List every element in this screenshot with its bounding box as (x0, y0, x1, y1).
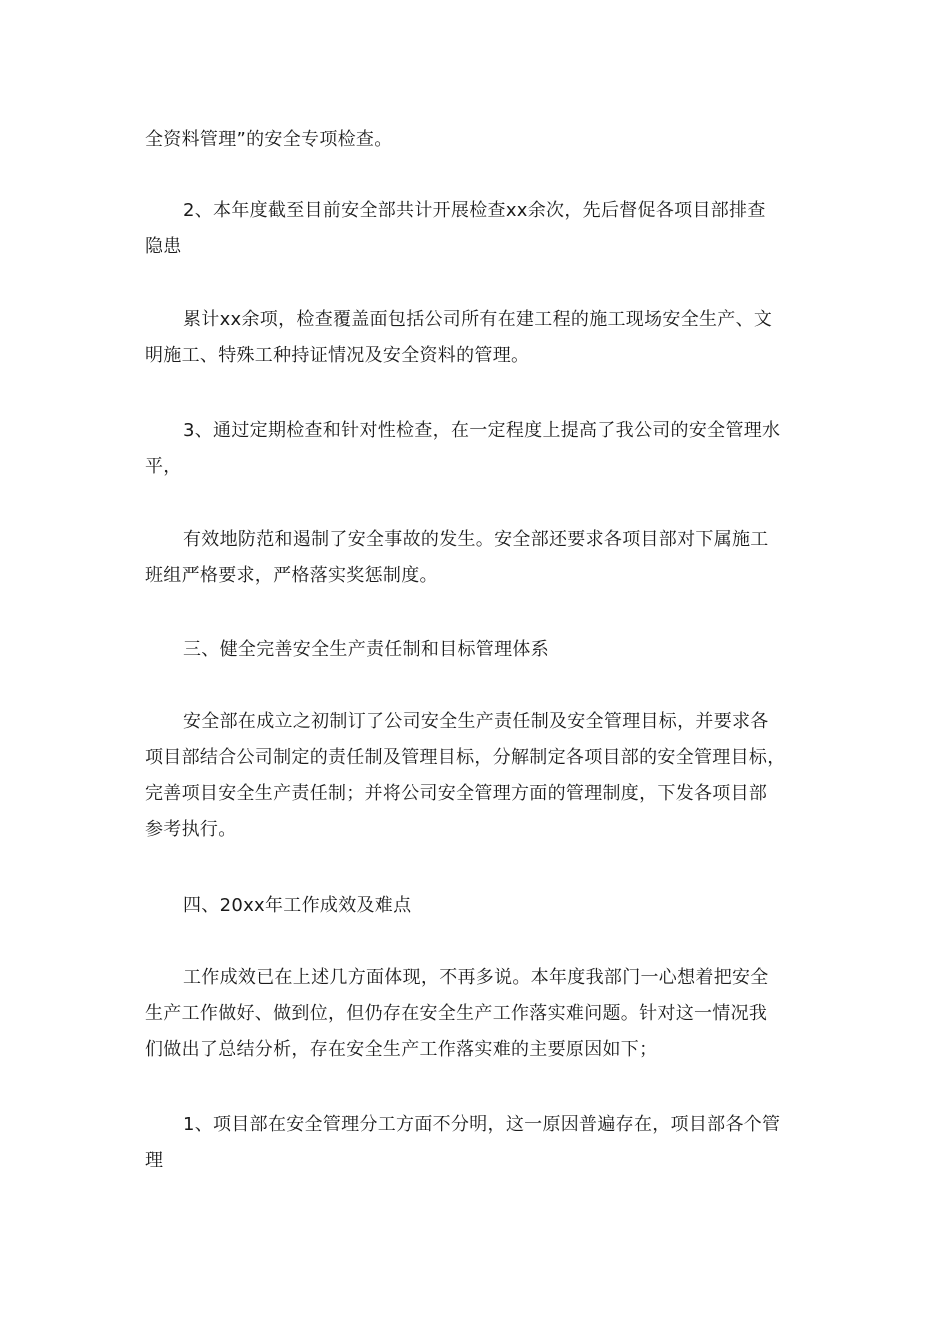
text-line: 参考执行。 (145, 819, 237, 840)
text-line: 们做出了总结分析，存在安全生产工作落实难的主要原因如下； (145, 1039, 658, 1060)
paragraph-5 (145, 522, 825, 594)
text-line: 工作成效已在上述几方面体现，不再多说。本年度我部门一心想着把安全 (183, 967, 769, 988)
paragraph-6 (145, 704, 825, 848)
paragraph-3 (145, 302, 825, 374)
text-line: 隐患 (145, 236, 182, 257)
text-line: 累计xx余项，检查覆盖面包括公司所有在建工程的施工现场安全生产、文 (183, 309, 773, 330)
text-line: 班组严格要求，严格落实奖惩制度。 (145, 565, 438, 586)
paragraph-8 (145, 1107, 825, 1179)
paragraph-1 (145, 122, 825, 158)
paragraph-4 (145, 413, 825, 485)
text-line: 明施工、特殊工种持证情况及安全资料的管理。 (145, 345, 530, 366)
text-line: 项目部结合公司制定的责任制及管理目标，分解制定各项目部的安全管理目标， (145, 747, 786, 768)
heading-text: 三、健全完善安全生产责任制和目标管理体系 (183, 639, 549, 660)
heading-text: 四、20xx年工作成效及难点 (183, 895, 412, 916)
text-line: 安全部在成立之初制订了公司安全生产责任制及安全管理目标，并要求各 (183, 711, 769, 732)
text-line: 3、通过定期检查和针对性检查，在一定程度上提高了我公司的安全管理水 (183, 420, 781, 441)
text-line: 2、本年度截至目前安全部共计开展检查xx余次，先后督促各项目部排查 (183, 200, 766, 221)
text-line: 理 (145, 1150, 164, 1171)
text-line: 生产工作做好、做到位，但仍存在安全生产工作落实难问题。针对这一情况我 (145, 1003, 768, 1024)
text-line: 有效地防范和遏制了安全事故的发生。安全部还要求各项目部对下属施工 (183, 529, 769, 550)
text-line: 平， (145, 456, 182, 477)
paragraph-2 (145, 193, 825, 265)
text-line: 全资料管理”的安全专项检查。 (145, 129, 393, 150)
section-heading-4 (145, 888, 825, 924)
section-heading-3 (145, 632, 825, 668)
text-line: 完善项目安全生产责任制；并将公司安全管理方面的管理制度，下发各项目部 (145, 783, 768, 804)
paragraph-7 (145, 960, 825, 1068)
text-line: 1、项目部在安全管理分工方面不分明，这一原因普遍存在，项目部各个管 (183, 1114, 781, 1135)
